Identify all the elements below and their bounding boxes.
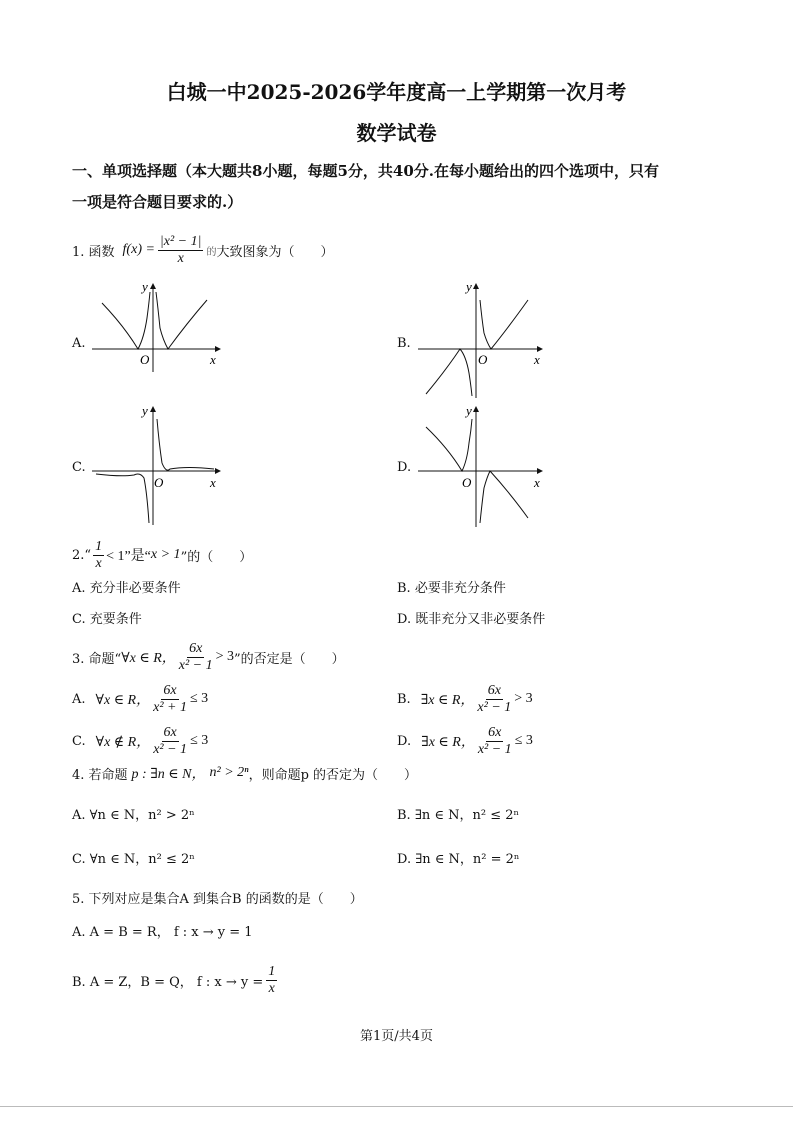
q3-b-quant: ∃x ∈ R， <box>420 693 475 708</box>
q1-graph-d <box>418 403 553 528</box>
y-label: y <box>466 279 472 294</box>
page-number: 第1页/共4页 <box>360 1029 433 1044</box>
q2-frac-den: x <box>95 555 102 571</box>
q3-c-quant: ∀x ∉ R， <box>95 735 151 750</box>
q1-prefix: 1. 函数 <box>72 244 115 260</box>
curve-right <box>157 419 214 470</box>
q5-option-b[interactable] <box>72 960 280 1000</box>
q3-d-den: x² − 1 <box>477 741 512 757</box>
q1-option-b-label[interactable]: B. <box>397 336 411 351</box>
section-heading-line2: 一项是符合题目要求的.） <box>72 193 243 211</box>
q3-option-b[interactable] <box>397 680 533 718</box>
q3-c-num: 6x <box>163 724 177 740</box>
q4-option-c[interactable]: C. ∀n ∈ N，n² ≤ 2ⁿ <box>72 852 195 867</box>
q3-c-den: x² − 1 <box>153 741 188 757</box>
q3-a-fraction <box>153 683 187 716</box>
origin-label: O <box>154 475 164 490</box>
q1-graph-b <box>418 278 553 400</box>
q4-option-b[interactable]: B. ∃n ∈ N，n² ≤ 2ⁿ <box>397 808 520 823</box>
x-label: x <box>210 475 216 490</box>
x-label: x <box>534 475 540 490</box>
q1-func-lhs: f(x) = <box>122 242 155 257</box>
q3-quant: ∀x ∈ R， <box>121 651 176 666</box>
q3-c-label: C. <box>72 733 86 749</box>
q3-d-label: D. <box>397 733 412 749</box>
q4-option-a[interactable]: A. ∀n ∈ N，n² > 2ⁿ <box>72 808 195 823</box>
q1-option-d-label[interactable]: D. <box>397 460 412 475</box>
question-5-stem: 5. 下列对应是集合A 到集合B 的函数的是（ ） <box>72 892 363 907</box>
q3-rel: > 3 <box>215 649 235 664</box>
question-3-stem <box>72 638 345 676</box>
question-1-stem <box>72 230 334 270</box>
curve-right <box>156 292 207 349</box>
q2-expr2: x > 1 <box>150 547 181 562</box>
q1-func-tail: 的 <box>206 246 217 258</box>
q1-func-fraction <box>158 234 204 267</box>
q3-frac-den: x² − 1 <box>178 657 213 673</box>
origin-label: O <box>478 352 488 367</box>
q3-prefix: 3. 命题“ <box>72 651 122 667</box>
q2-option-a[interactable]: A. 充分非必要条件 <box>72 581 181 596</box>
y-label: y <box>466 403 472 418</box>
q3-fraction <box>179 641 213 674</box>
page-title: 白城一中2025-2026学年度高一上学期第一次月考 <box>166 80 627 104</box>
q1-func-numerator: |x² − 1| <box>159 233 202 249</box>
curve-left <box>426 349 472 396</box>
q4-option-d[interactable]: D. ∃n ∈ N，n² = 2ⁿ <box>397 852 520 867</box>
q5-b-num: 1 <box>268 963 276 979</box>
q1-graph-a <box>92 278 227 373</box>
q3-c-fraction <box>153 725 187 758</box>
q3-a-quant: ∀x ∈ R， <box>95 693 151 708</box>
curve-right <box>480 300 528 349</box>
q3-a-label: A. <box>72 691 86 707</box>
q5-b-den: x <box>268 980 275 996</box>
q2-expr1-tail: < 1”是“ <box>106 549 151 564</box>
q3-b-fraction <box>477 683 511 716</box>
q4-prefix: 4. 若命题 <box>72 767 128 783</box>
x-label: x <box>210 352 216 367</box>
q1-suffix: 大致图象为（ ） <box>216 244 334 260</box>
q4-p: p : ∃n ∈ N， <box>131 767 206 782</box>
q2-suffix: ”的（ ） <box>180 549 253 565</box>
q3-option-d[interactable] <box>397 722 533 760</box>
q1-graph-c <box>92 403 227 528</box>
q3-b-num: 6x <box>487 682 501 698</box>
y-label: y <box>142 403 148 418</box>
q2-fraction <box>93 539 104 572</box>
curve-left <box>102 292 150 349</box>
q5-b-pre: B. A = Z，B = Q， f : x → y = <box>72 974 264 990</box>
q3-d-num: 6x <box>488 724 502 740</box>
section-heading-line1: 一、单项选择题（本大题共8小题，每题5分，共40分.在每小题给出的四个选项中，只有 <box>72 162 659 180</box>
q3-d-rel: ≤ 3 <box>514 733 533 748</box>
q2-option-c[interactable]: C. 充要条件 <box>72 612 142 627</box>
q3-suffix: ”的否定是（ ） <box>234 651 345 667</box>
q3-b-rel: > 3 <box>514 691 533 706</box>
page-bottom-divider <box>0 1106 793 1107</box>
q3-a-rel: ≤ 3 <box>189 691 209 706</box>
q2-num: 2. <box>72 547 85 563</box>
q3-frac-num: 6x <box>189 640 203 656</box>
x-label: x <box>534 352 540 367</box>
page-subtitle: 数学试卷 <box>356 121 437 145</box>
q3-option-c[interactable] <box>72 722 208 760</box>
q1-option-c-label[interactable]: C. <box>72 460 86 475</box>
q3-c-rel: ≤ 3 <box>190 733 209 748</box>
q3-option-a[interactable] <box>72 680 208 718</box>
q5-option-a[interactable]: A. A = B = R， f : x → y = 1 <box>72 925 253 940</box>
curve-left <box>96 474 149 523</box>
curve-right <box>480 471 528 523</box>
q2-option-d[interactable]: D. 既非充分又非必要条件 <box>397 612 546 627</box>
q2-open-quote: “ <box>84 547 92 563</box>
q3-d-quant: ∃x ∈ R， <box>421 735 475 750</box>
origin-label: O <box>140 352 150 367</box>
q3-b-label: B. <box>397 691 411 707</box>
q3-a-num: 6x <box>163 682 177 698</box>
q3-b-den: x² − 1 <box>477 699 512 715</box>
q1-option-a-label[interactable]: A. <box>72 336 86 351</box>
q3-a-den: x² + 1 <box>153 699 187 715</box>
q5-b-fraction <box>266 964 277 997</box>
origin-label: O <box>462 475 472 490</box>
q3-d-fraction <box>478 725 512 758</box>
q1-func-denominator: x <box>177 250 184 266</box>
q4-suffix: ，则命题p 的否定为（ ） <box>248 767 418 783</box>
q2-frac-num: 1 <box>95 538 103 554</box>
y-label: y <box>142 279 148 294</box>
question-4-stem <box>72 763 417 783</box>
question-2-stem <box>72 536 252 574</box>
q4-ineq: n² > 2ⁿ <box>209 765 249 780</box>
q2-option-b[interactable]: B. 必要非充分条件 <box>397 581 506 596</box>
curve-left <box>426 419 472 471</box>
